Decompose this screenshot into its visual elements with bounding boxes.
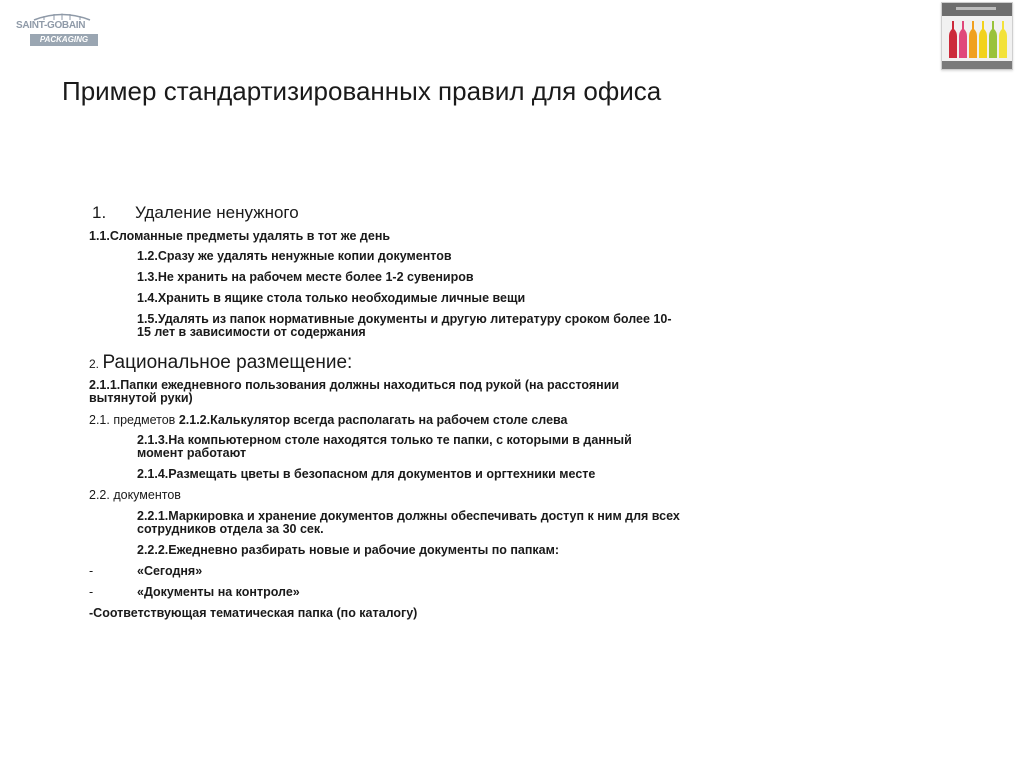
rule-item: 2.1.2.Калькулятор всегда располагать на рабочем столе слева xyxy=(178,413,568,427)
section2-number: 2. xyxy=(89,357,100,371)
subsection-2-2-label: 2.2. документов xyxy=(89,488,181,502)
section2-heading xyxy=(89,352,352,375)
rule-item: 2.1.3.На компьютерном столе находятся только те папки, с которыми в данный xyxy=(137,433,632,447)
section1-heading xyxy=(92,203,299,222)
rule-item: 2.1.1.Папки ежедневного пользования должны находиться под рукой (на расстоянии xyxy=(89,378,620,392)
bullet-dash: - xyxy=(89,564,94,578)
rule-item: 1.4.Хранить в ящике стола только необходимые личные вещи xyxy=(137,291,526,305)
rule-item: 2.1.4.Размещать цветы в безопасном для документов и оргтехники месте xyxy=(137,467,596,481)
section1-title: Удаление ненужного xyxy=(135,203,299,222)
section1-number: 1. xyxy=(92,203,107,222)
rule-item: 1.1.Сломанные предметы удалять в тот же день xyxy=(89,229,391,243)
rule-item: -Соответствующая тематическая папка (по каталогу) xyxy=(89,606,418,620)
subsection-2-1-label: 2.1. предметов xyxy=(89,413,176,427)
bullet-item: «Сегодня» xyxy=(137,564,203,578)
rule-item: 1.2.Сразу же удалять ненужные копии документов xyxy=(137,249,452,263)
rule-item-continuation: момент работают xyxy=(137,446,247,460)
rule-item: 2.2.1.Маркировка и хранение документов должны обеспечивать доступ к ним для всех xyxy=(137,509,680,523)
logo-band: PACKAGING xyxy=(30,34,98,46)
bullet-dash: - xyxy=(89,585,94,599)
rule-item-continuation: 15 лет в зависимости от содержания xyxy=(137,325,366,339)
section2-title: Рациональное размещение: xyxy=(102,352,353,373)
rule-item: 1.3.Не хранить на рабочем месте более 1-2 сувениров xyxy=(137,270,474,284)
bullet-item: «Документы на контроле» xyxy=(137,585,300,599)
rule-item: 1.5.Удалять из папок нормативные документы и другую литературу сроком более 10- xyxy=(137,312,672,326)
rule-item: 2.2.2.Ежедневно разбирать новые и рабочие документы по папкам: xyxy=(137,543,560,557)
rule-item-continuation: вытянутой руки) xyxy=(89,391,193,405)
rule-item-continuation: сотрудников отдела за 30 сек. xyxy=(137,522,324,536)
logo-text: SAINT-GOBAIN xyxy=(16,20,86,31)
subsection-2-1 xyxy=(89,413,568,428)
page-title: Пример стандартизированных правил для офиса xyxy=(62,76,662,106)
